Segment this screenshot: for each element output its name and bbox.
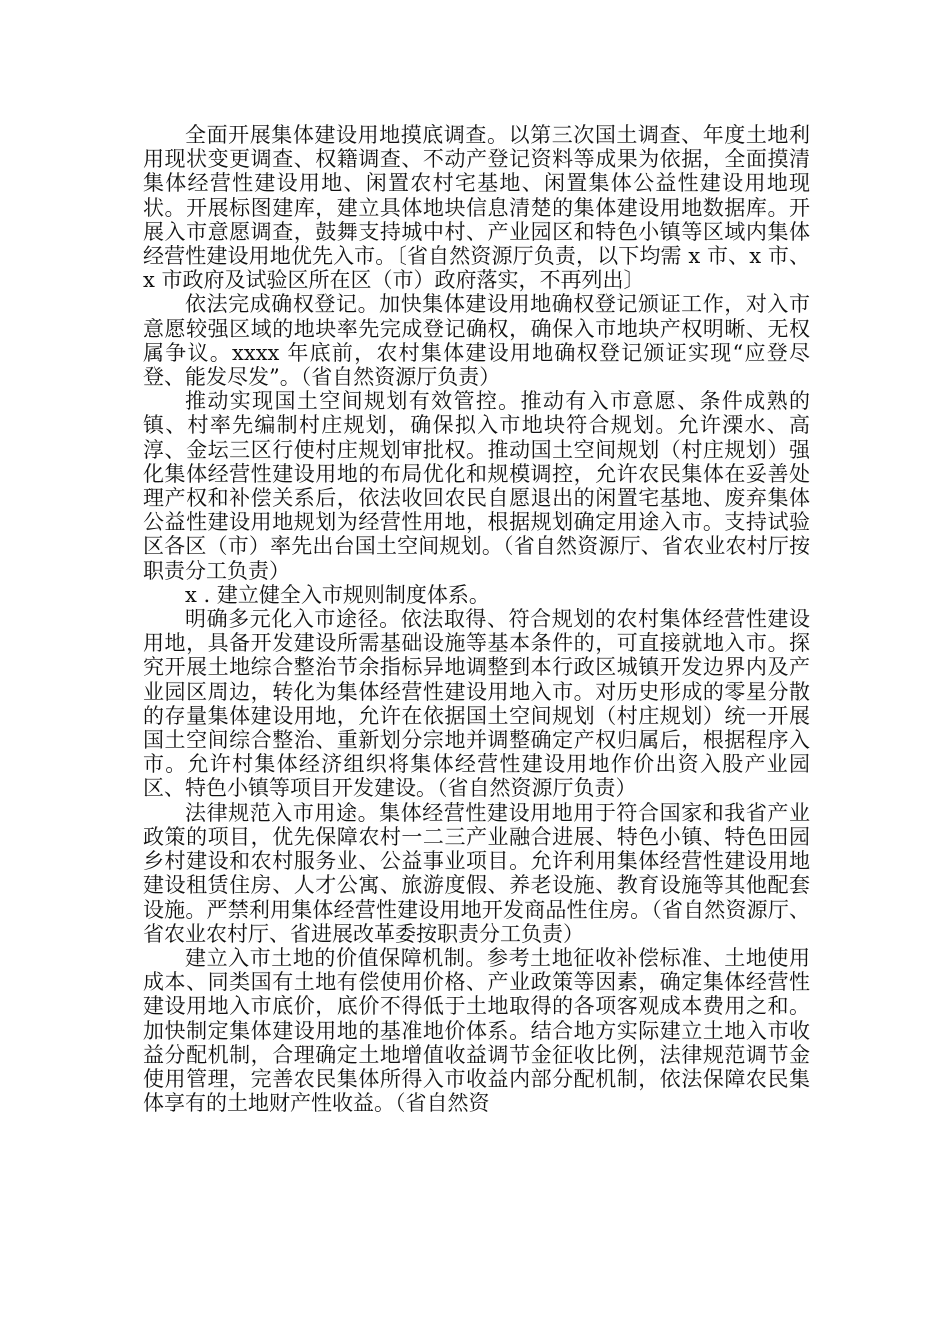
paragraph-land-use: 法律规范入市用途。集体经营性建设用地用于符合国家和我省产业政策的项目，优先保障农村一二三产业融合进展、特色小镇、特色田园乡村建设和农村服务业、公益事业项目。允许利用集体经营性建设用地建设租赁住房、人才公寓、旅游度假、养老设施、教育设施等其他配套设施。严禁利用集体经营性建设用地开发商品性住房。（省自然资源厅、省农业农村厅、省进展改革委按职责分工负责） [143, 800, 810, 946]
paragraph-value-protection: 建立入市土地的价值保障机制。参考土地征收补偿标准、土地使用成本、同类国有土地有偿使用价格、产业政策等因素，确定集体经营性建设用地入市底价，底价不得低于土地取得的各项客观成本费用之和。加快制定集体建设用地的基准地价体系。结合地方实际建立土地入市收益分配机制，合理确定土地增值收益调节金征收比例，法律规范调节金使用管理，完善农民集体所得入市收益内部分配机制，依法保障农民集体享有的土地财产性收益。（省自然资 [143, 945, 810, 1116]
paragraph-survey: 全面开展集体建设用地摸底调查。以第三次国土调查、年度土地利用现状变更调查、权籍调查、不动产登记资料等成果为依据，全面摸清集体经营性建设用地、闲置农村宅基地、闲置集体公益性建设用地现状。开展标图建库，建立具体地块信息清楚的集体建设用地数据库。开展入市意愿调查，鼓舞支持城中村、产业园区和特色小镇等区域内集体经营性建设用地优先入市。〔省自然资源厅负责，以下均需 x 市、x 市、x 市政府及试验区所在区（市）政府落实，不再列出〕 [143, 123, 810, 293]
document-body [143, 123, 810, 1115]
paragraph-planning: 推动实现国土空间规划有效管控。推动有入市意愿、条件成熟的镇、村率先编制村庄规划，确保拟入市地块符合规划。允许溧水、高淳、金坛三区行使村庄规划审批权。推动国土空间规划（村庄规划）强化集体经营性建设用地的布局优化和规模调控，允许农民集体在妥善处理产权和补偿关系后，依法收回农民自愿退出的闲置宅基地、废弃集体公益性建设用地规划为经营性用地，根据规划确定用途入市。支持试验区各区（市）率先出台国土空间规划。（省自然资源厅、省农业农村厅按职责分工负责） [143, 389, 810, 583]
section-heading: x . 建立健全入市规则制度体系。 [185, 582, 490, 607]
paragraph-market-routes: 明确多元化入市途径。依法取得、符合规划的农村集体经营性建设用地，具备开发建设所需基础设施等基本条件的，可直接就地入市。探究开展土地综合整治节余指标异地调整到本行政区城镇开发边界内及产业园区周边，转化为集体经营性建设用地入市。对历史形成的零星分散的存量集体建设用地，允许在依据国土空间规划（村庄规划）统一开展国土空间综合整治、重新划分宗地并调整确定产权归属后，根据程序入市。允许村集体经济组织将集体经营性建设用地作价出资入股产业园区、特色小镇等项目开发建设。（省自然资源厅负责） [143, 607, 810, 801]
paragraph-registration: 依法完成确权登记。加快集体建设用地确权登记颁证工作，对入市意愿较强区域的地块率先完成登记确权，确保入市地块产权明晰、无权属争议。xxxx 年底前，农村集体建设用地确权登记颁证实现“应登尽登、能发尽发”。（省自然资源厅负责） [143, 292, 810, 390]
